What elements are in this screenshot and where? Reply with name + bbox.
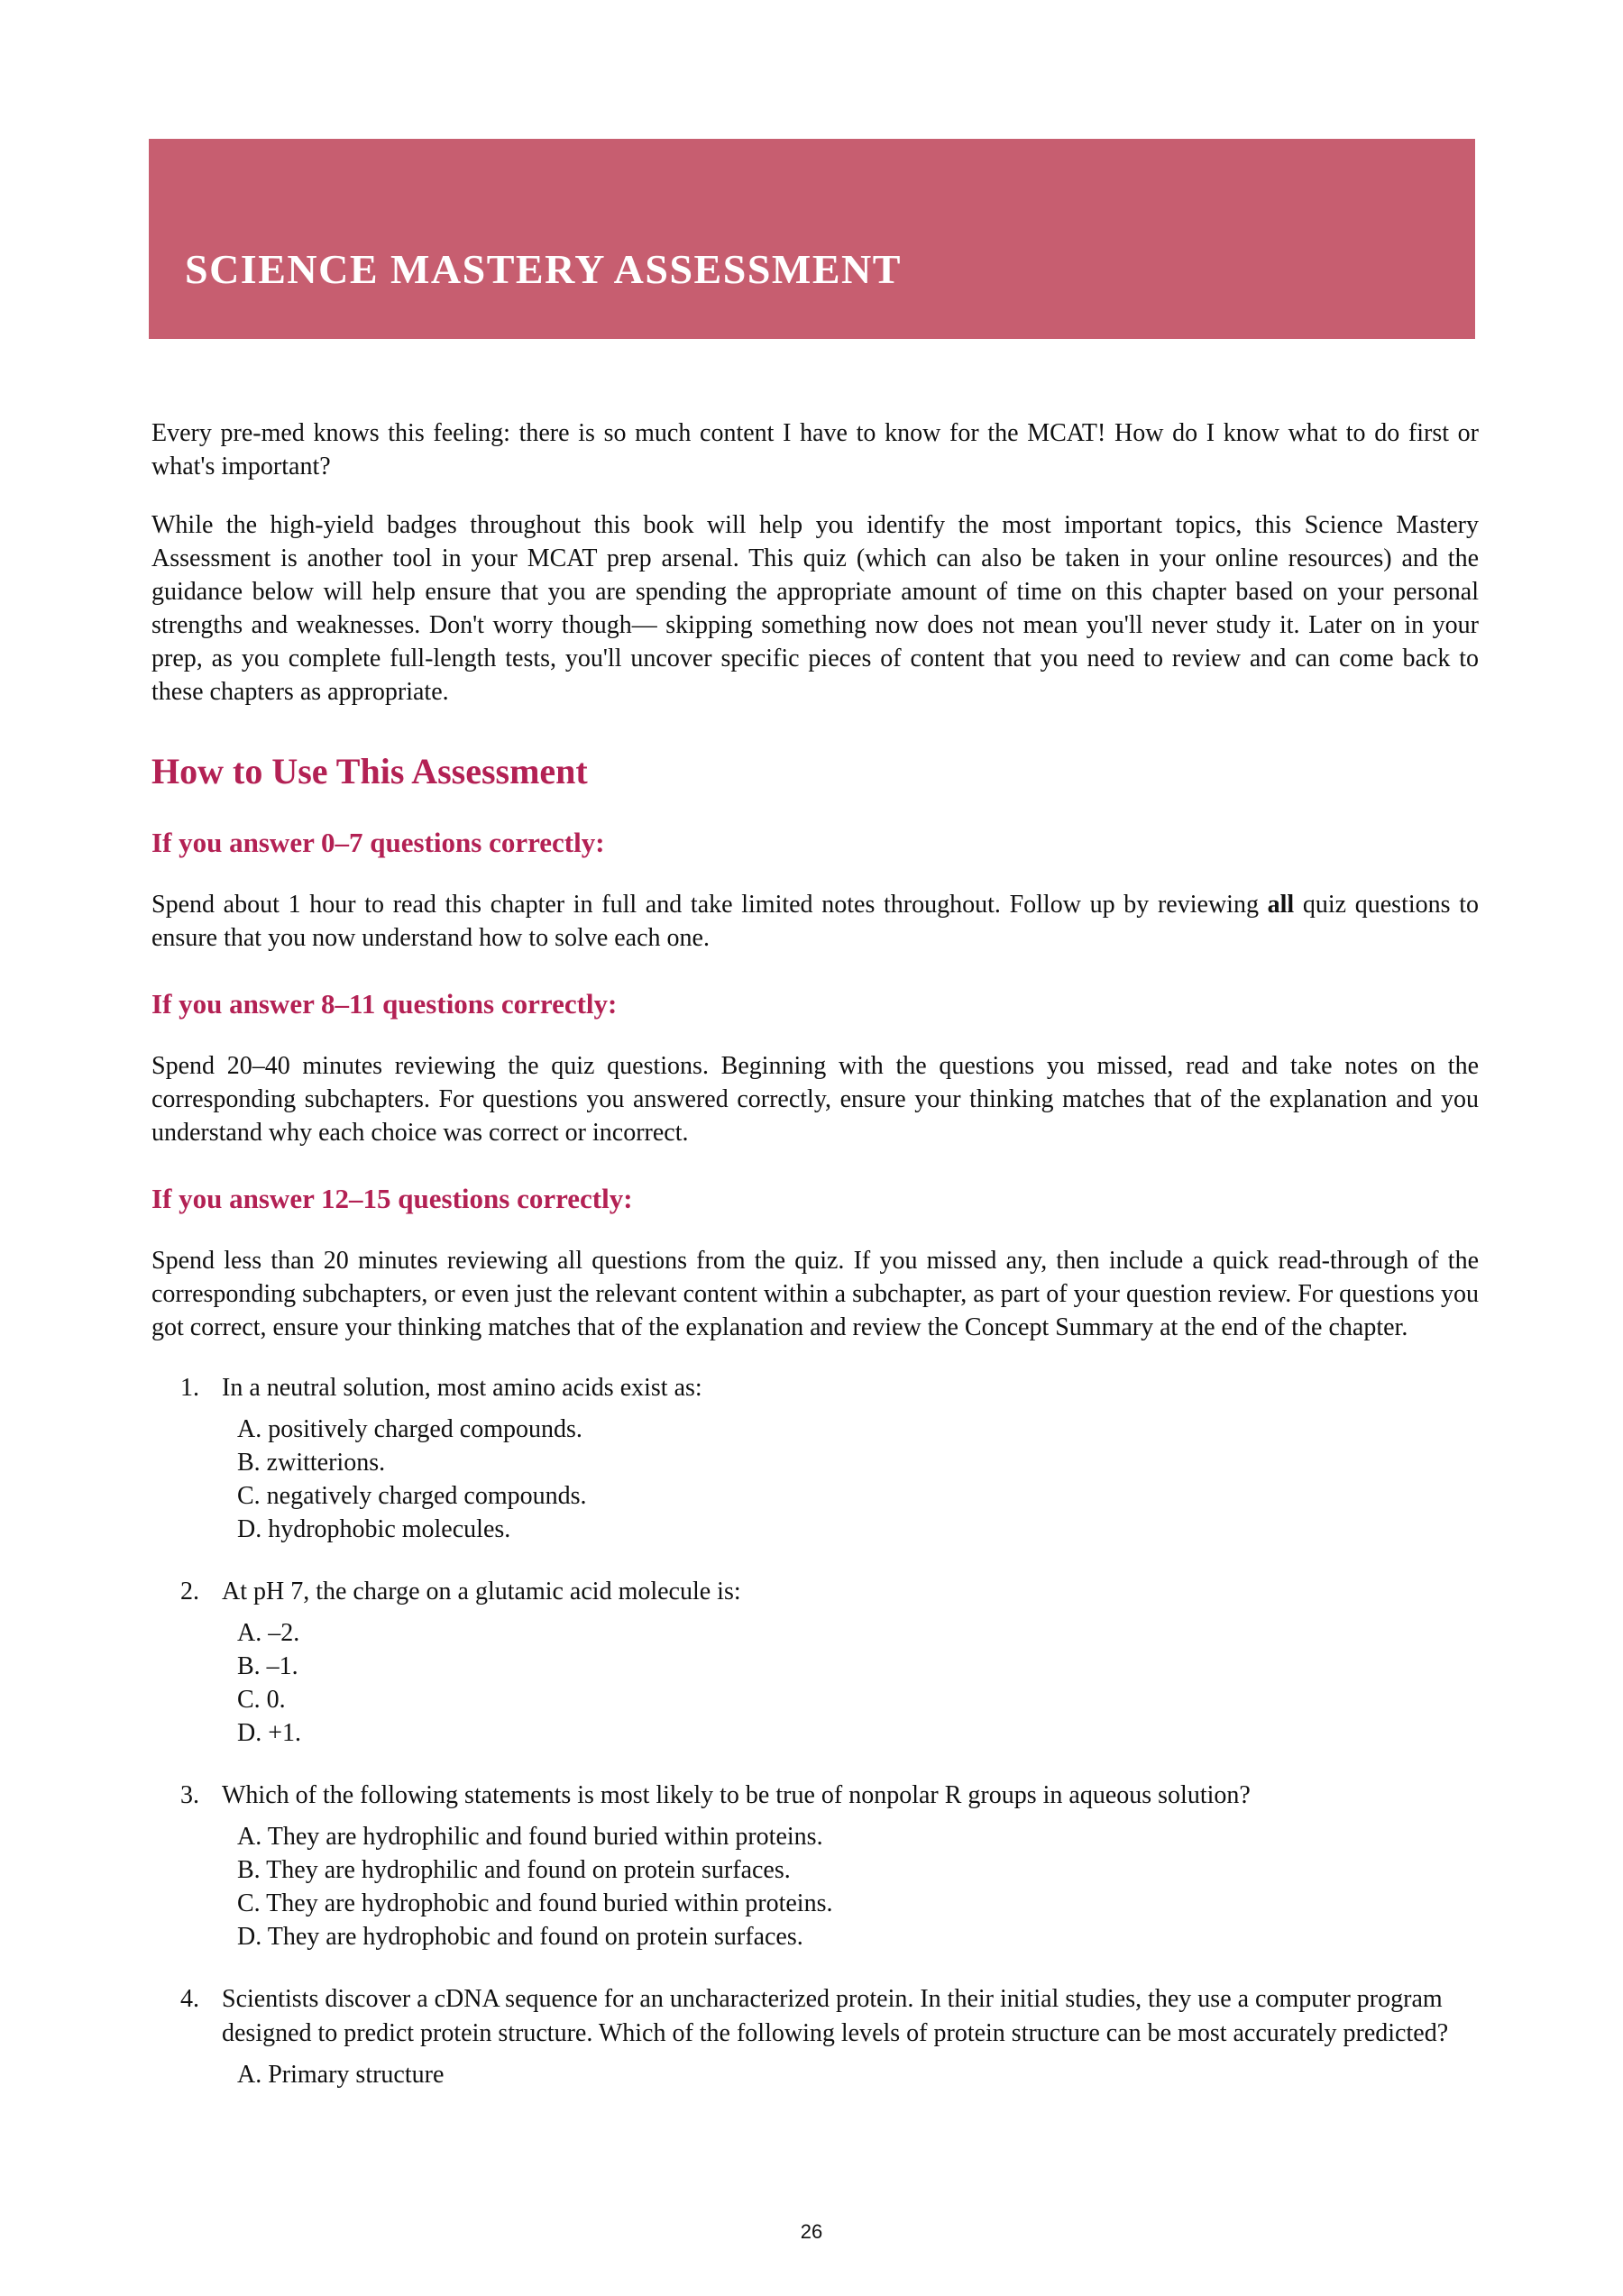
question-2-number: 2. [180,1578,199,1605]
question-2-text: At pH 7, the charge on a glutamic acid molecule is: [222,1578,741,1605]
score-range-body-8-11: Spend 20–40 minutes reviewing the quiz questions. Beginning with the questions you missed, read and take notes on the corresponding subchapters. For questions you answered correctly, ensure your thinking matches that of the explanation and you understand why each choice was correct or incorrect. [151,1052,1479,1147]
score-range-heading-0-7: If you answer 0–7 questions correctly: [151,827,605,858]
intro-paragraph-1: Every pre-med knows this feeling: there is so much content I have to know for the MCAT! How do I know what to do first or what's important? [151,419,1479,480]
question-4-text: Scientists discover a cDNA sequence for an uncharacterized protein. In their initial studies, they use a computer program designed to predict protein structure. Which of the following levels of protein structure can be most accurately predicted? [222,1985,1449,2047]
score-range-heading-12-15: If you answer 12–15 questions correctly: [151,1183,633,1214]
question-1-options [237,1413,1479,1546]
score-range-heading-8-11: If you answer 8–11 questions correctly: [151,988,618,1020]
question-2-option-c: C. 0. [237,1686,286,1714]
chapter-banner-title: SCIENCE MASTERY ASSESSMENT [185,246,902,293]
question-2-option-b: B. –1. [237,1652,298,1680]
question-4-options [237,2058,1479,2091]
question-1-body [222,1371,1479,1546]
question-2-body [222,1575,1479,1750]
quiz-question-list [151,1371,1479,2091]
question-1-option-d: D. hydrophobic molecules. [237,1515,511,1543]
question-1-option-c: C. negatively charged compounds. [237,1482,587,1510]
question-3-text: Which of the following statements is most likely to be true of nonpolar R groups in aqueous solution? [222,1781,1251,1809]
question-1 [151,1371,1479,1546]
question-1-option-a: A. positively charged compounds. [237,1415,582,1443]
intro-paragraph-2: While the high-yield badges throughout this book will help you identify the most important topics, this Science Mastery Assessment is another tool in your MCAT prep arsenal. This quiz (which can also be taken in your online resources) and the guidance below will help ensure that you are spending the appropriate amount of time on this chapter based on your personal strengths and weaknesses. Don't worry though— skipping something now does not mean you'll never study it. Later on in your prep, as you complete full-length tests, you'll uncover specific pieces of content that you need to review and can come back to these chapters as appropriate. [151,511,1479,706]
score-range-body-0-7 [151,888,1479,955]
question-3-number: 3. [180,1781,199,1809]
score-range-body-0-7-bold: all [1267,891,1295,919]
page-content [151,416,1479,2120]
question-1-option-b: B. zwitterions. [237,1449,386,1477]
score-range-body-12-15: Spend less than 20 minutes reviewing all questions from the quiz. If you missed any, then include a quick read-through of the corresponding subchapters, or even just the relevant content within a subchapter, as part of your question review. For questions you got correct, ensure your thinking matches that of the explanation and review the Concept Summary at the end of the chapter. [151,1247,1479,1341]
chapter-banner [149,139,1475,339]
question-2-options [237,1616,1479,1750]
question-4 [151,1982,1479,2091]
question-2 [151,1575,1479,1750]
question-3-body [222,1779,1479,1953]
question-2-option-d: D. +1. [237,1719,302,1747]
how-to-use-heading: How to Use This Assessment [151,751,588,791]
question-3-option-a: A. They are hydrophilic and found buried within proteins. [237,1823,823,1851]
page-number: 26 [800,2220,823,2243]
question-3-options [237,1820,1479,1953]
question-3-option-c: C. They are hydrophobic and found buried within proteins. [237,1889,833,1917]
question-4-body [222,1982,1479,2091]
question-2-option-a: A. –2. [237,1619,300,1647]
question-4-number: 4. [180,1985,199,2013]
question-1-number: 1. [180,1374,199,1402]
question-3-option-b: B. They are hydrophilic and found on protein surfaces. [237,1856,791,1884]
question-3-option-d: D. They are hydrophobic and found on protein surfaces. [237,1923,803,1951]
question-4-option-a: A. Primary structure [237,2061,445,2089]
score-range-body-0-7-after: quiz questions to ensure that you now understand how to solve each one. [151,891,1479,952]
score-range-body-0-7-before: Spend about 1 hour to read this chapter in full and take limited notes throughout. Follow up by reviewing [151,891,1268,919]
question-1-text: In a neutral solution, most amino acids exist as: [222,1374,702,1402]
question-3 [151,1779,1479,1953]
